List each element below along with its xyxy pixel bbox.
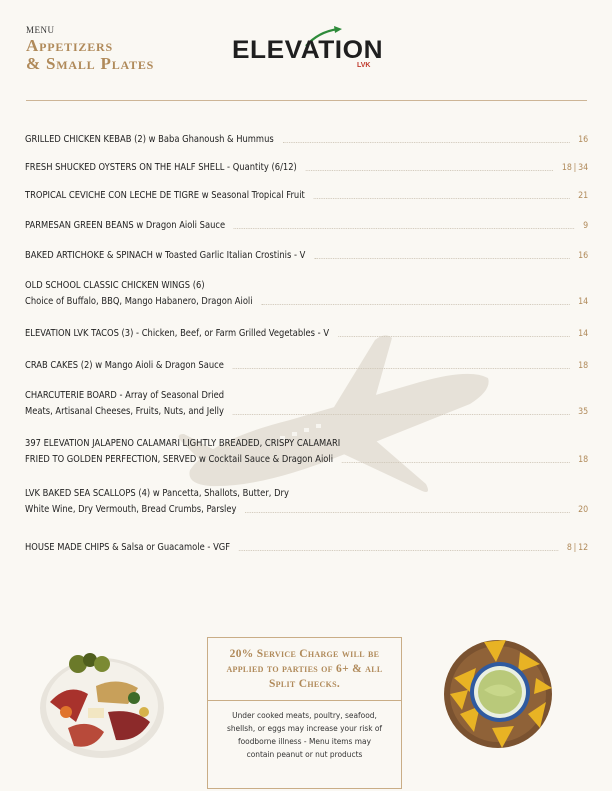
title-line-2: & Small Plates — [26, 54, 155, 73]
menu-item-price — [578, 326, 588, 342]
chips-guacamole-image — [440, 628, 560, 763]
menu-item-name: GRILLED CHICKEN KEBAB (2) w Baba Ghanoush & Hummus — [25, 134, 274, 145]
menu-item — [25, 540, 588, 556]
menu-item-name: PARMESAN GREEN BEANS w Dragon Aioli Sauce — [25, 220, 226, 231]
menu-item-price — [578, 248, 588, 264]
header-divider — [26, 100, 587, 101]
dot-leader — [283, 141, 570, 143]
menu-item — [25, 326, 588, 342]
dot-leader — [261, 303, 569, 305]
menu-item-name: White Wine, Dry Vermouth, Bread Crumbs, Parsley — [25, 504, 237, 515]
food-safety-disclaimer: Under cooked meats, poultry, seafood, shellsh, or eggs may increase your risk of foodborne illness - Menu items may contain peanut or nut products — [226, 711, 383, 759]
logo-subtext: LVK — [357, 62, 371, 69]
menu-item-name: CRAB CAKES (2) w Mango Aioli & Dragon Sauce — [25, 360, 224, 371]
dot-leader — [314, 257, 569, 259]
menu-item-line — [25, 248, 588, 264]
menu-item — [25, 436, 588, 468]
menu-item-line — [25, 218, 588, 234]
price-value: 35 — [578, 407, 589, 417]
menu-item — [25, 132, 588, 148]
dot-leader — [239, 549, 558, 551]
menu-item-name: FRIED TO GOLDEN PERFECTION, SERVED w Cocktail Sauce & Dragon Aioli — [25, 454, 334, 465]
menu-item-name: Choice of Buffalo, BBQ, Mango Habanero, Dragon Aioli — [25, 296, 253, 307]
menu-item-name: CHARCUTERIE BOARD - Array of Seasonal Dried — [25, 390, 225, 401]
menu-item-name: Meats, Artisanal Cheeses, Fruits, Nuts, and Jelly — [25, 406, 224, 417]
price-separator: | — [573, 163, 577, 173]
menu-item-price — [562, 160, 588, 176]
logo-text: ELEVATION — [232, 36, 384, 64]
elevation-logo — [232, 26, 382, 74]
menu-item-line — [25, 278, 588, 294]
menu-item — [25, 278, 588, 310]
menu-item-price — [578, 502, 588, 518]
price-value: 20 — [578, 505, 589, 515]
price-value: 16 — [578, 135, 589, 145]
menu-item-name: BAKED ARTICHOKE & SPINACH w Toasted Garlic Italian Crostinis - V — [25, 250, 306, 261]
dot-leader — [233, 367, 570, 369]
menu-item-name: LVK BAKED SEA SCALLOPS (4) w Pancetta, Shallots, Butter, Dry — [25, 488, 289, 499]
menu-item-name: HOUSE MADE CHIPS & Salsa or Guacamole - VGF — [25, 542, 231, 553]
menu-item-line — [25, 294, 588, 310]
price-value: 16 — [578, 251, 589, 261]
dot-leader — [306, 169, 553, 171]
menu-item-line — [25, 486, 588, 502]
menu-item — [25, 358, 588, 374]
page-title — [26, 37, 154, 73]
menu-item-name: FRESH SHUCKED OYSTERS ON THE HALF SHELL - Quantity (6/12) — [25, 162, 297, 173]
menu-item-line — [25, 188, 588, 204]
charcuterie-platter-image — [38, 642, 168, 767]
price-value: 8 — [566, 543, 572, 553]
dot-leader — [234, 227, 574, 229]
menu-item-line — [25, 436, 588, 452]
price-value: 12 — [578, 543, 589, 553]
menu-item-price — [578, 358, 588, 374]
title-line-1: Appetizers — [26, 36, 113, 55]
menu-item-price — [578, 294, 588, 310]
price-value: 18 — [561, 163, 572, 173]
price-value: 14 — [578, 297, 589, 307]
menu-item-line — [25, 358, 588, 374]
price-value: 14 — [578, 329, 589, 339]
menu-item — [25, 188, 588, 204]
menu-item-price — [578, 188, 588, 204]
price-value: 18 — [578, 455, 589, 465]
menu-item — [25, 486, 588, 518]
menu-item-line — [25, 502, 588, 518]
menu-item — [25, 160, 588, 176]
price-separator: | — [573, 543, 577, 553]
menu-item-price — [578, 452, 588, 468]
price-value: 21 — [578, 191, 589, 201]
dot-leader — [314, 197, 570, 199]
price-value: 9 — [583, 221, 589, 231]
menu-item-name: OLD SCHOOL CLASSIC CHICKEN WINGS (6) — [25, 280, 205, 291]
menu-header — [0, 0, 612, 102]
service-charge-heading: 20% Service Charge will be applied to parties of 6+ & all Split Checks. — [226, 648, 383, 690]
menu-item — [25, 248, 588, 264]
service-charge-notice — [207, 637, 402, 789]
dot-leader — [342, 461, 569, 463]
menu-item-name: TROPICAL CEVICHE CON LECHE DE TIGRE w Seasonal Tropical Fruit — [25, 190, 305, 201]
menu-item-line — [25, 404, 588, 420]
menu-item-line — [25, 388, 588, 404]
menu-item-line — [25, 452, 588, 468]
dot-leader — [233, 413, 570, 415]
menu-item-price — [578, 132, 588, 148]
dot-leader — [338, 335, 569, 337]
menu-item — [25, 388, 588, 420]
menu-item — [25, 218, 588, 234]
menu-item-name: 397 ELEVATION JALAPENO CALAMARI LIGHTLY BREADED, CRISPY CALAMARI — [25, 438, 341, 449]
price-value: 18 — [578, 361, 589, 371]
menu-item-line — [25, 132, 588, 148]
menu-label: MENU — [26, 25, 55, 35]
menu-item-line — [25, 540, 588, 556]
menu-item-price — [583, 218, 588, 234]
menu-item-line — [25, 160, 588, 176]
menu-item-price — [578, 404, 588, 420]
price-value: 34 — [578, 163, 589, 173]
dot-leader — [245, 511, 569, 513]
menu-item-price — [567, 540, 588, 556]
menu-item-line — [25, 326, 588, 342]
menu-item-name: ELEVATION LVK TACOS (3) - Chicken, Beef, or Farm Grilled Vegetables - V — [25, 328, 330, 339]
